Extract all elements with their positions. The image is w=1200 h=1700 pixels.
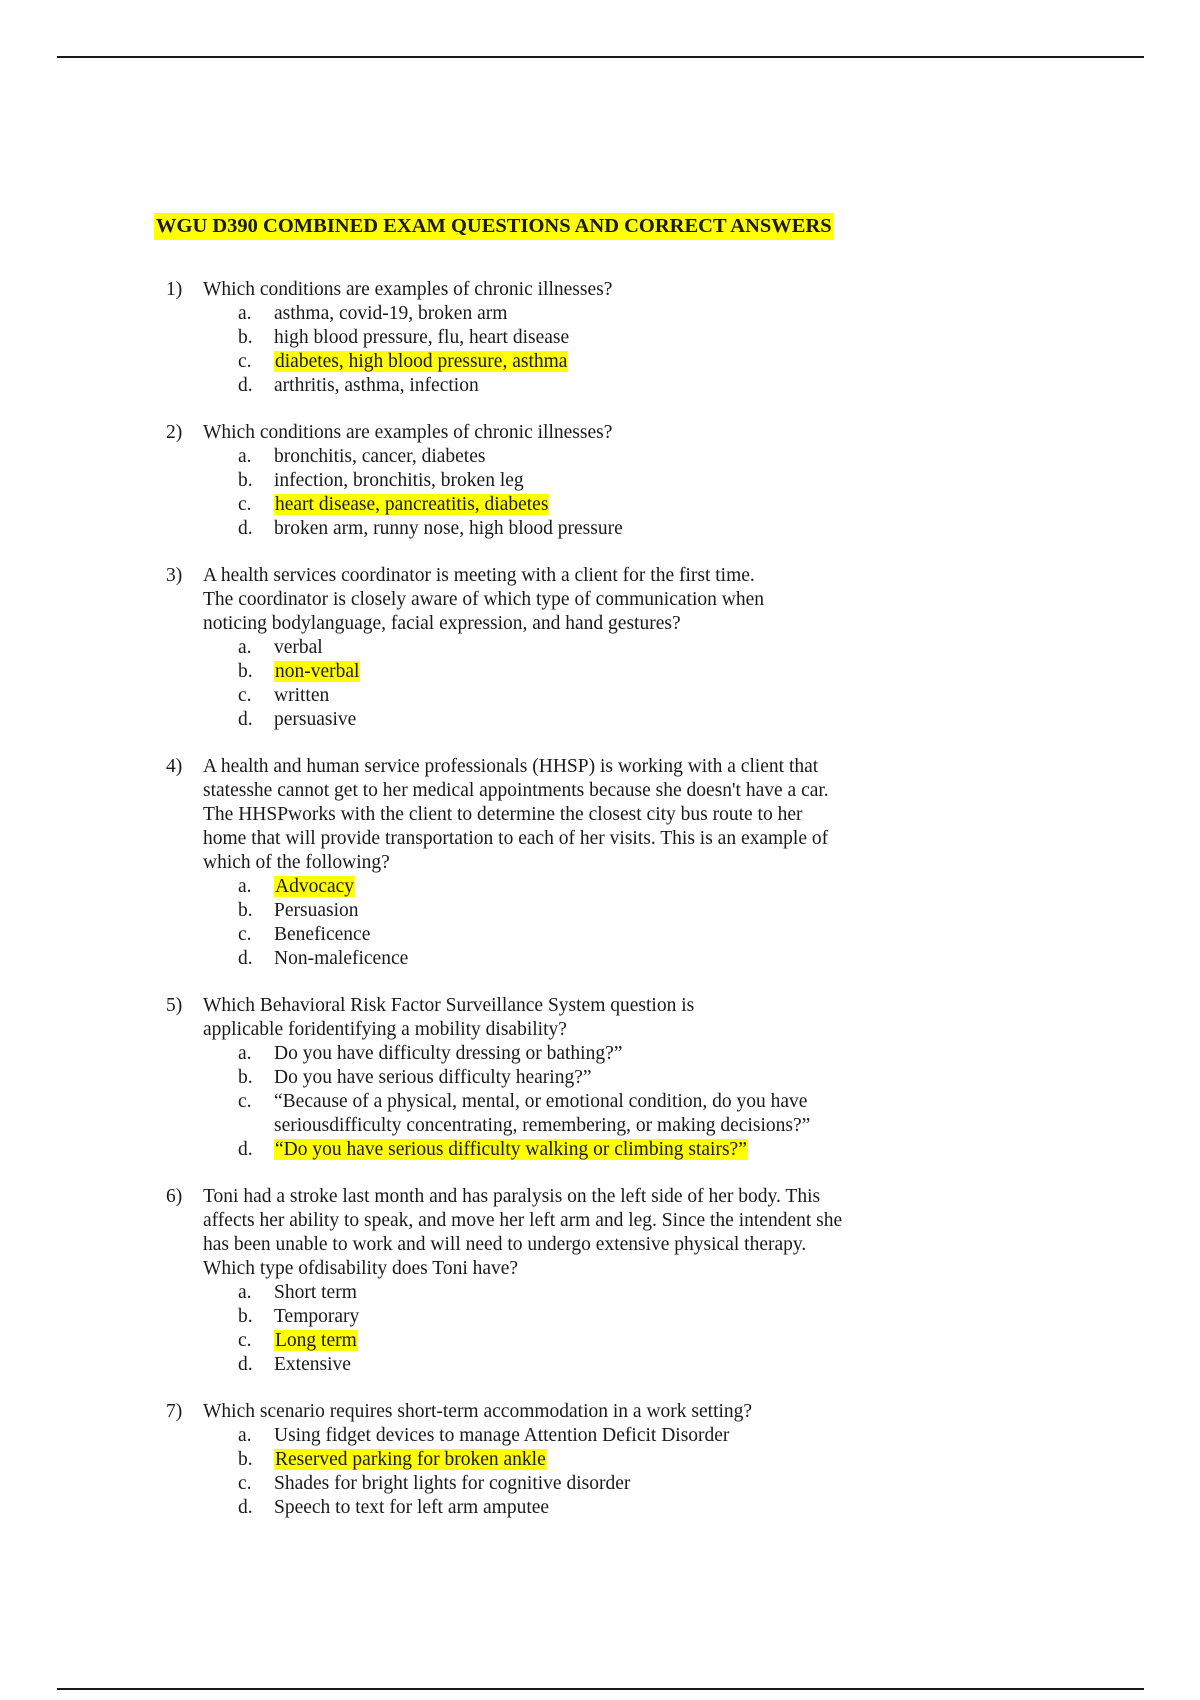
option-letter: b.	[238, 1449, 253, 1470]
answer-option-correct	[0, 1448, 1200, 1472]
option-letter: a.	[238, 1043, 252, 1064]
option-text	[274, 517, 1200, 541]
answer-option	[0, 684, 1200, 708]
option-letter: b.	[238, 327, 253, 348]
question-number: 1)	[166, 279, 183, 300]
question-number: 6)	[166, 1186, 183, 1207]
option-text-line	[274, 469, 1200, 493]
option-line-text: high blood pressure, flu, heart disease	[274, 327, 570, 348]
answer-options	[0, 875, 1200, 971]
option-letter: b.	[238, 661, 253, 682]
option-text	[274, 374, 1200, 398]
option-text	[274, 636, 1200, 660]
option-text-line	[274, 684, 1200, 708]
option-text-line	[274, 302, 1200, 326]
option-text-line	[274, 326, 1200, 350]
option-text-line	[274, 517, 1200, 541]
option-text-line	[274, 1066, 1200, 1090]
option-text	[274, 1329, 1200, 1353]
option-text	[274, 302, 1200, 326]
answer-option-correct	[0, 660, 1200, 684]
answer-option	[0, 517, 1200, 541]
option-text-line	[274, 660, 1200, 684]
bottom-rule	[57, 1688, 1144, 1690]
option-text	[274, 1066, 1200, 1090]
option-text	[274, 1496, 1200, 1520]
question-text-line: Which Behavioral Risk Factor Surveillance System question is	[203, 995, 695, 1016]
option-line-text: bronchitis, cancer, diabetes	[274, 446, 486, 467]
highlighted-answer: Reserved parking for broken ankle	[275, 1449, 546, 1470]
answer-options	[0, 302, 1200, 398]
question-text	[203, 278, 1063, 302]
answer-option	[0, 1305, 1200, 1329]
answer-option	[0, 923, 1200, 947]
option-text-line	[274, 1424, 1200, 1448]
option-text	[274, 899, 1200, 923]
answer-option	[0, 1496, 1200, 1520]
question-text-line: Which type ofdisability does Toni have?	[203, 1258, 519, 1279]
option-letter: a.	[238, 876, 252, 897]
option-text-line	[274, 1281, 1200, 1305]
option-letter: a.	[238, 303, 252, 324]
option-text-line	[274, 636, 1200, 660]
option-text	[274, 684, 1200, 708]
answer-option	[0, 1472, 1200, 1496]
question-text-line: applicable foridentifying a mobility disability?	[203, 1019, 567, 1040]
option-text-line	[274, 1042, 1200, 1066]
question-item	[0, 564, 1200, 732]
question-item	[0, 278, 1200, 398]
answer-option	[0, 469, 1200, 493]
highlighted-answer: non-verbal	[275, 661, 360, 682]
question-item	[0, 1185, 1200, 1377]
option-text-line	[274, 1496, 1200, 1520]
question-text-line: home that will provide transportation to each of her visits. This is an example of	[203, 828, 829, 849]
option-line-text: Short term	[274, 1282, 357, 1303]
answer-option	[0, 1042, 1200, 1066]
option-text-line	[274, 1448, 1200, 1472]
option-text-line	[274, 1305, 1200, 1329]
option-line-text: seriousdifficulty concentrating, remembering, or making decisions?”	[274, 1115, 811, 1136]
answer-options	[0, 445, 1200, 541]
answer-option-correct	[0, 1329, 1200, 1353]
option-line-text: broken arm, runny nose, high blood pressure	[274, 518, 623, 539]
question-list	[0, 278, 1200, 1543]
option-letter: d.	[238, 709, 253, 730]
option-letter: c.	[238, 1330, 252, 1351]
question-item	[0, 994, 1200, 1162]
question-text-line: affects her ability to speak, and move her left arm and leg. Since the intendent she	[203, 1210, 843, 1231]
option-letter: a.	[238, 446, 252, 467]
option-text	[274, 947, 1200, 971]
option-line-text: asthma, covid-19, broken arm	[274, 303, 508, 324]
question-text-line: Toni had a stroke last month and has paralysis on the left side of her body. This	[203, 1186, 821, 1207]
option-text-line	[274, 350, 1200, 374]
option-line-text: persuasive	[274, 709, 357, 730]
option-text	[274, 1472, 1200, 1496]
option-line-text: verbal	[274, 637, 323, 658]
question-number: 5)	[166, 995, 183, 1016]
option-text	[274, 1448, 1200, 1472]
option-text-line	[274, 875, 1200, 899]
answer-option-correct	[0, 350, 1200, 374]
option-line-text: Non-maleficence	[274, 948, 409, 969]
option-letter: c.	[238, 1091, 252, 1112]
option-text-line	[274, 445, 1200, 469]
option-text	[274, 1305, 1200, 1329]
option-text-line	[274, 1472, 1200, 1496]
option-text	[274, 326, 1200, 350]
option-line-text: infection, bronchitis, broken leg	[274, 470, 524, 491]
option-line-text: Temporary	[274, 1306, 360, 1327]
title-block	[154, 213, 834, 241]
option-letter: c.	[238, 685, 252, 706]
answer-option	[0, 1353, 1200, 1377]
option-line-text: Persuasion	[274, 900, 359, 921]
question-text-line: Which scenario requires short-term accommodation in a work setting?	[203, 1401, 753, 1422]
option-text	[274, 875, 1200, 899]
answer-options	[0, 1424, 1200, 1520]
option-letter: b.	[238, 900, 253, 921]
answer-options	[0, 1042, 1200, 1162]
option-text	[274, 1138, 1200, 1162]
option-letter: c.	[238, 351, 252, 372]
option-line-text: arthritis, asthma, infection	[274, 375, 479, 396]
option-letter: a.	[238, 637, 252, 658]
answer-option	[0, 899, 1200, 923]
option-letter: c.	[238, 1473, 252, 1494]
answer-option	[0, 1281, 1200, 1305]
option-line-text: Beneficence	[274, 924, 371, 945]
option-letter: d.	[238, 375, 253, 396]
option-text	[274, 1353, 1200, 1377]
option-line-text: Do you have serious difficulty hearing?”	[274, 1067, 592, 1088]
answer-option	[0, 302, 1200, 326]
option-line-text: Speech to text for left arm amputee	[274, 1497, 550, 1518]
question-item	[0, 755, 1200, 971]
option-letter: d.	[238, 518, 253, 539]
highlighted-answer: diabetes, high blood pressure, asthma	[275, 351, 568, 372]
question-number: 4)	[166, 756, 183, 777]
option-letter: d.	[238, 948, 253, 969]
question-item	[0, 421, 1200, 541]
answer-option	[0, 1066, 1200, 1090]
answer-option	[0, 326, 1200, 350]
highlighted-answer: Long term	[275, 1330, 357, 1351]
answer-options	[0, 1281, 1200, 1377]
question-text-line: has been unable to work and will need to undergo extensive physical therapy.	[203, 1234, 807, 1255]
option-line-text: Using fidget devices to manage Attention Deficit Disorder	[274, 1425, 730, 1446]
option-text-line	[274, 947, 1200, 971]
answer-option	[0, 947, 1200, 971]
option-text-line	[274, 1114, 1200, 1138]
question-text-line: noticing bodylanguage, facial expression, and hand gestures?	[203, 613, 681, 634]
answer-option-correct	[0, 1138, 1200, 1162]
question-text-line: The coordinator is closely aware of which type of communication when	[203, 589, 764, 610]
question-text	[203, 755, 1063, 875]
question-item	[0, 1400, 1200, 1520]
answer-option	[0, 636, 1200, 660]
option-text	[274, 1424, 1200, 1448]
option-text-line	[274, 923, 1200, 947]
document-title: WGU D390 COMBINED EXAM QUESTIONS AND CORRECT ANSWERS	[154, 213, 834, 240]
question-text	[203, 1185, 1063, 1281]
answer-option	[0, 445, 1200, 469]
option-text-line	[274, 899, 1200, 923]
option-text-line	[274, 1138, 1200, 1162]
option-text-line	[274, 1090, 1200, 1114]
answer-option-correct	[0, 875, 1200, 899]
option-text	[274, 1281, 1200, 1305]
question-number: 2)	[166, 422, 183, 443]
option-text	[274, 660, 1200, 684]
question-text-line: Which conditions are examples of chronic illnesses?	[203, 422, 613, 443]
option-letter: d.	[238, 1354, 253, 1375]
option-line-text: Do you have difficulty dressing or bathing?”	[274, 1043, 623, 1064]
question-text-line: A health services coordinator is meeting with a client for the first time.	[203, 565, 755, 586]
question-text-line: Which conditions are examples of chronic illnesses?	[203, 279, 613, 300]
option-text	[274, 1042, 1200, 1066]
answer-option	[0, 374, 1200, 398]
option-line-text: written	[274, 685, 330, 706]
option-text	[274, 469, 1200, 493]
option-text	[274, 1090, 1200, 1138]
highlighted-answer: Advocacy	[275, 876, 355, 897]
option-text	[274, 708, 1200, 732]
question-text	[203, 564, 1063, 636]
option-letter: b.	[238, 470, 253, 491]
question-number: 3)	[166, 565, 183, 586]
question-text	[203, 994, 1063, 1042]
option-text-line	[274, 374, 1200, 398]
highlighted-answer: “Do you have serious difficulty walking or climbing stairs?”	[275, 1139, 747, 1160]
option-text	[274, 445, 1200, 469]
option-letter: c.	[238, 494, 252, 515]
option-text-line	[274, 493, 1200, 517]
answer-option	[0, 708, 1200, 732]
question-number: 7)	[166, 1401, 183, 1422]
question-text	[203, 1400, 1063, 1424]
highlighted-answer: heart disease, pancreatitis, diabetes	[275, 494, 549, 515]
option-letter: b.	[238, 1067, 253, 1088]
answer-option	[0, 1424, 1200, 1448]
option-text-line	[274, 1353, 1200, 1377]
question-text-line: The HHSPworks with the client to determine the closest city bus route to her	[203, 804, 803, 825]
option-letter: d.	[238, 1139, 253, 1160]
option-letter: d.	[238, 1497, 253, 1518]
question-text-line: which of the following?	[203, 852, 390, 873]
answer-option-correct	[0, 493, 1200, 517]
option-letter: b.	[238, 1306, 253, 1327]
answer-option	[0, 1090, 1200, 1138]
option-text-line	[274, 708, 1200, 732]
option-text	[274, 923, 1200, 947]
option-letter: a.	[238, 1425, 252, 1446]
option-line-text: Shades for bright lights for cognitive disorder	[274, 1473, 631, 1494]
option-text-line	[274, 1329, 1200, 1353]
option-letter: c.	[238, 924, 252, 945]
question-text	[203, 421, 1063, 445]
option-line-text: “Because of a physical, mental, or emotional condition, do you have	[274, 1091, 808, 1112]
question-text-line: A health and human service professionals (HHSP) is working with a client that	[203, 756, 819, 777]
option-line-text: Extensive	[274, 1354, 351, 1375]
top-rule	[57, 56, 1144, 58]
option-text	[274, 350, 1200, 374]
answer-options	[0, 636, 1200, 732]
option-letter: a.	[238, 1282, 252, 1303]
question-text-line: statesshe cannot get to her medical appointments because she doesn't have a car.	[203, 780, 829, 801]
option-text	[274, 493, 1200, 517]
